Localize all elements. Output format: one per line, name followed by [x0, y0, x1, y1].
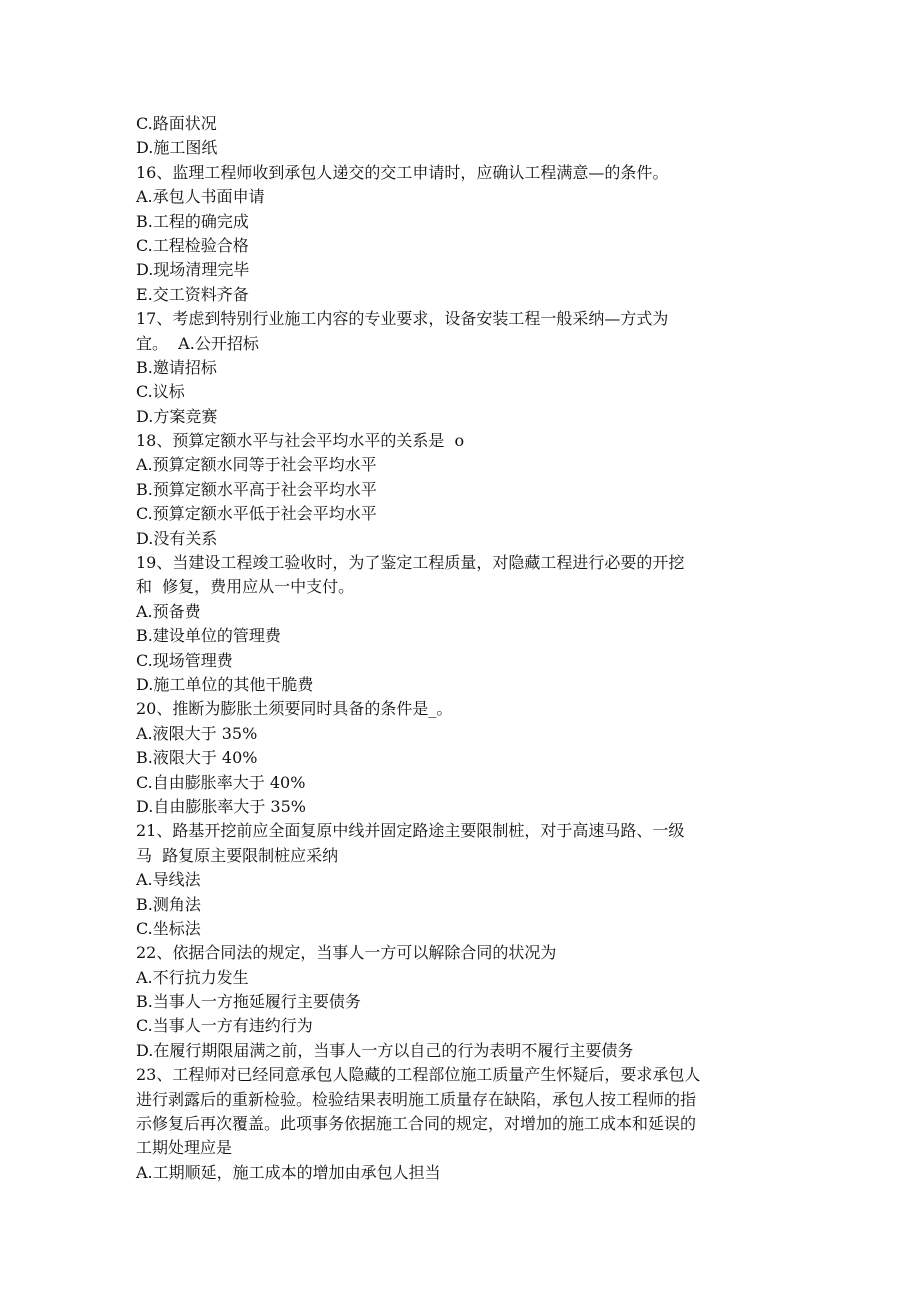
- text-line: A.不行抗力发生: [136, 967, 249, 987]
- text-line: C.坐标法: [136, 918, 201, 938]
- text-line: 23、工程师对已经同意承包人隐藏的工程部位施工质量产生怀疑后，要求承包人: [136, 1065, 701, 1085]
- text-line: B.邀请招标: [136, 357, 217, 377]
- text-line: D.自由膨胀率大于 35%: [136, 796, 306, 816]
- text-line: A.预备费: [136, 601, 201, 621]
- text-line: 17、考虑到特别行业施工内容的专业要求，设备安装工程一般采纳—方式为: [136, 309, 669, 329]
- text-line: 21、路基开挖前应全面复原中线并固定路途主要限制桩，对于高速马路、一级: [136, 821, 685, 841]
- text-line: B.建设单位的管理费: [136, 626, 281, 646]
- text-line: C.自由膨胀率大于 40%: [136, 772, 306, 792]
- text-line: A.工期顺延，施工成本的增加由承包人担当: [136, 1162, 441, 1182]
- text-line: D.方案竞赛: [136, 406, 218, 426]
- text-line: 和 修复，费用应从一中支付。: [136, 577, 355, 597]
- text-line: D.施工图纸: [136, 138, 218, 158]
- text-line: 18、预算定额水平与社会平均水平的关系是 o: [136, 431, 465, 451]
- text-line: A.液限大于 35%: [136, 723, 258, 743]
- text-line: A.承包人书面申请: [136, 187, 265, 207]
- text-line: D.没有关系: [136, 528, 218, 548]
- text-line: B.当事人一方拖延履行主要债务: [136, 992, 361, 1012]
- text-line: D.现场清理完毕: [136, 260, 250, 280]
- text-line: 马 路复原主要限制桩应采纳: [136, 845, 339, 865]
- text-line: C.预算定额水平低于社会平均水平: [136, 504, 377, 524]
- text-line: D.施工单位的其他干脆费: [136, 674, 314, 694]
- text-line: C.议标: [136, 382, 185, 402]
- text-line: C.现场管理费: [136, 650, 233, 670]
- text-line: B.液限大于 40%: [136, 748, 258, 768]
- text-line: C.路面状况: [136, 114, 217, 133]
- text-line: D.在履行期限届满之前，当事人一方以自己的行为表明不履行主要债务: [136, 1040, 634, 1060]
- text-line: B.测角法: [136, 894, 201, 914]
- text-line: A.预算定额水同等于社会平均水平: [136, 455, 377, 475]
- text-line: 19、当建设工程竣工验收时，为了鉴定工程质量，对隐藏工程进行必要的开挖: [136, 553, 685, 573]
- text-line: 22、依据合同法的规定，当事人一方可以解除合同的状况为: [136, 943, 557, 963]
- text-line: C.工程检验合格: [136, 235, 249, 255]
- text-line: 进行剥露后的重新检验。检验结果表明施工质量存在缺陷，承包人按工程师的指: [136, 1089, 697, 1109]
- text-line: 工期处理应是: [136, 1138, 233, 1158]
- text-line: C.当事人一方有违约行为: [136, 1016, 313, 1036]
- text-line: B.工程的确完成: [136, 211, 249, 231]
- text-line: 16、监理工程师收到承包人递交的交工申请时，应确认工程满意—的条件。: [136, 162, 669, 182]
- text-line: 20、推断为膨胀土须要同时具备的条件是_。: [136, 699, 453, 719]
- document-body: [136, 112, 796, 1185]
- text-line: A.导线法: [136, 870, 201, 890]
- text-line: E.交工资料齐备: [136, 284, 249, 304]
- text-line: B.预算定额水平高于社会平均水平: [136, 479, 377, 499]
- text-line: 宜。 A.公开招标: [136, 333, 259, 353]
- text-line: 示修复后再次覆盖。此项事务依据施工合同的规定，对增加的施工成本和延误的: [136, 1114, 697, 1134]
